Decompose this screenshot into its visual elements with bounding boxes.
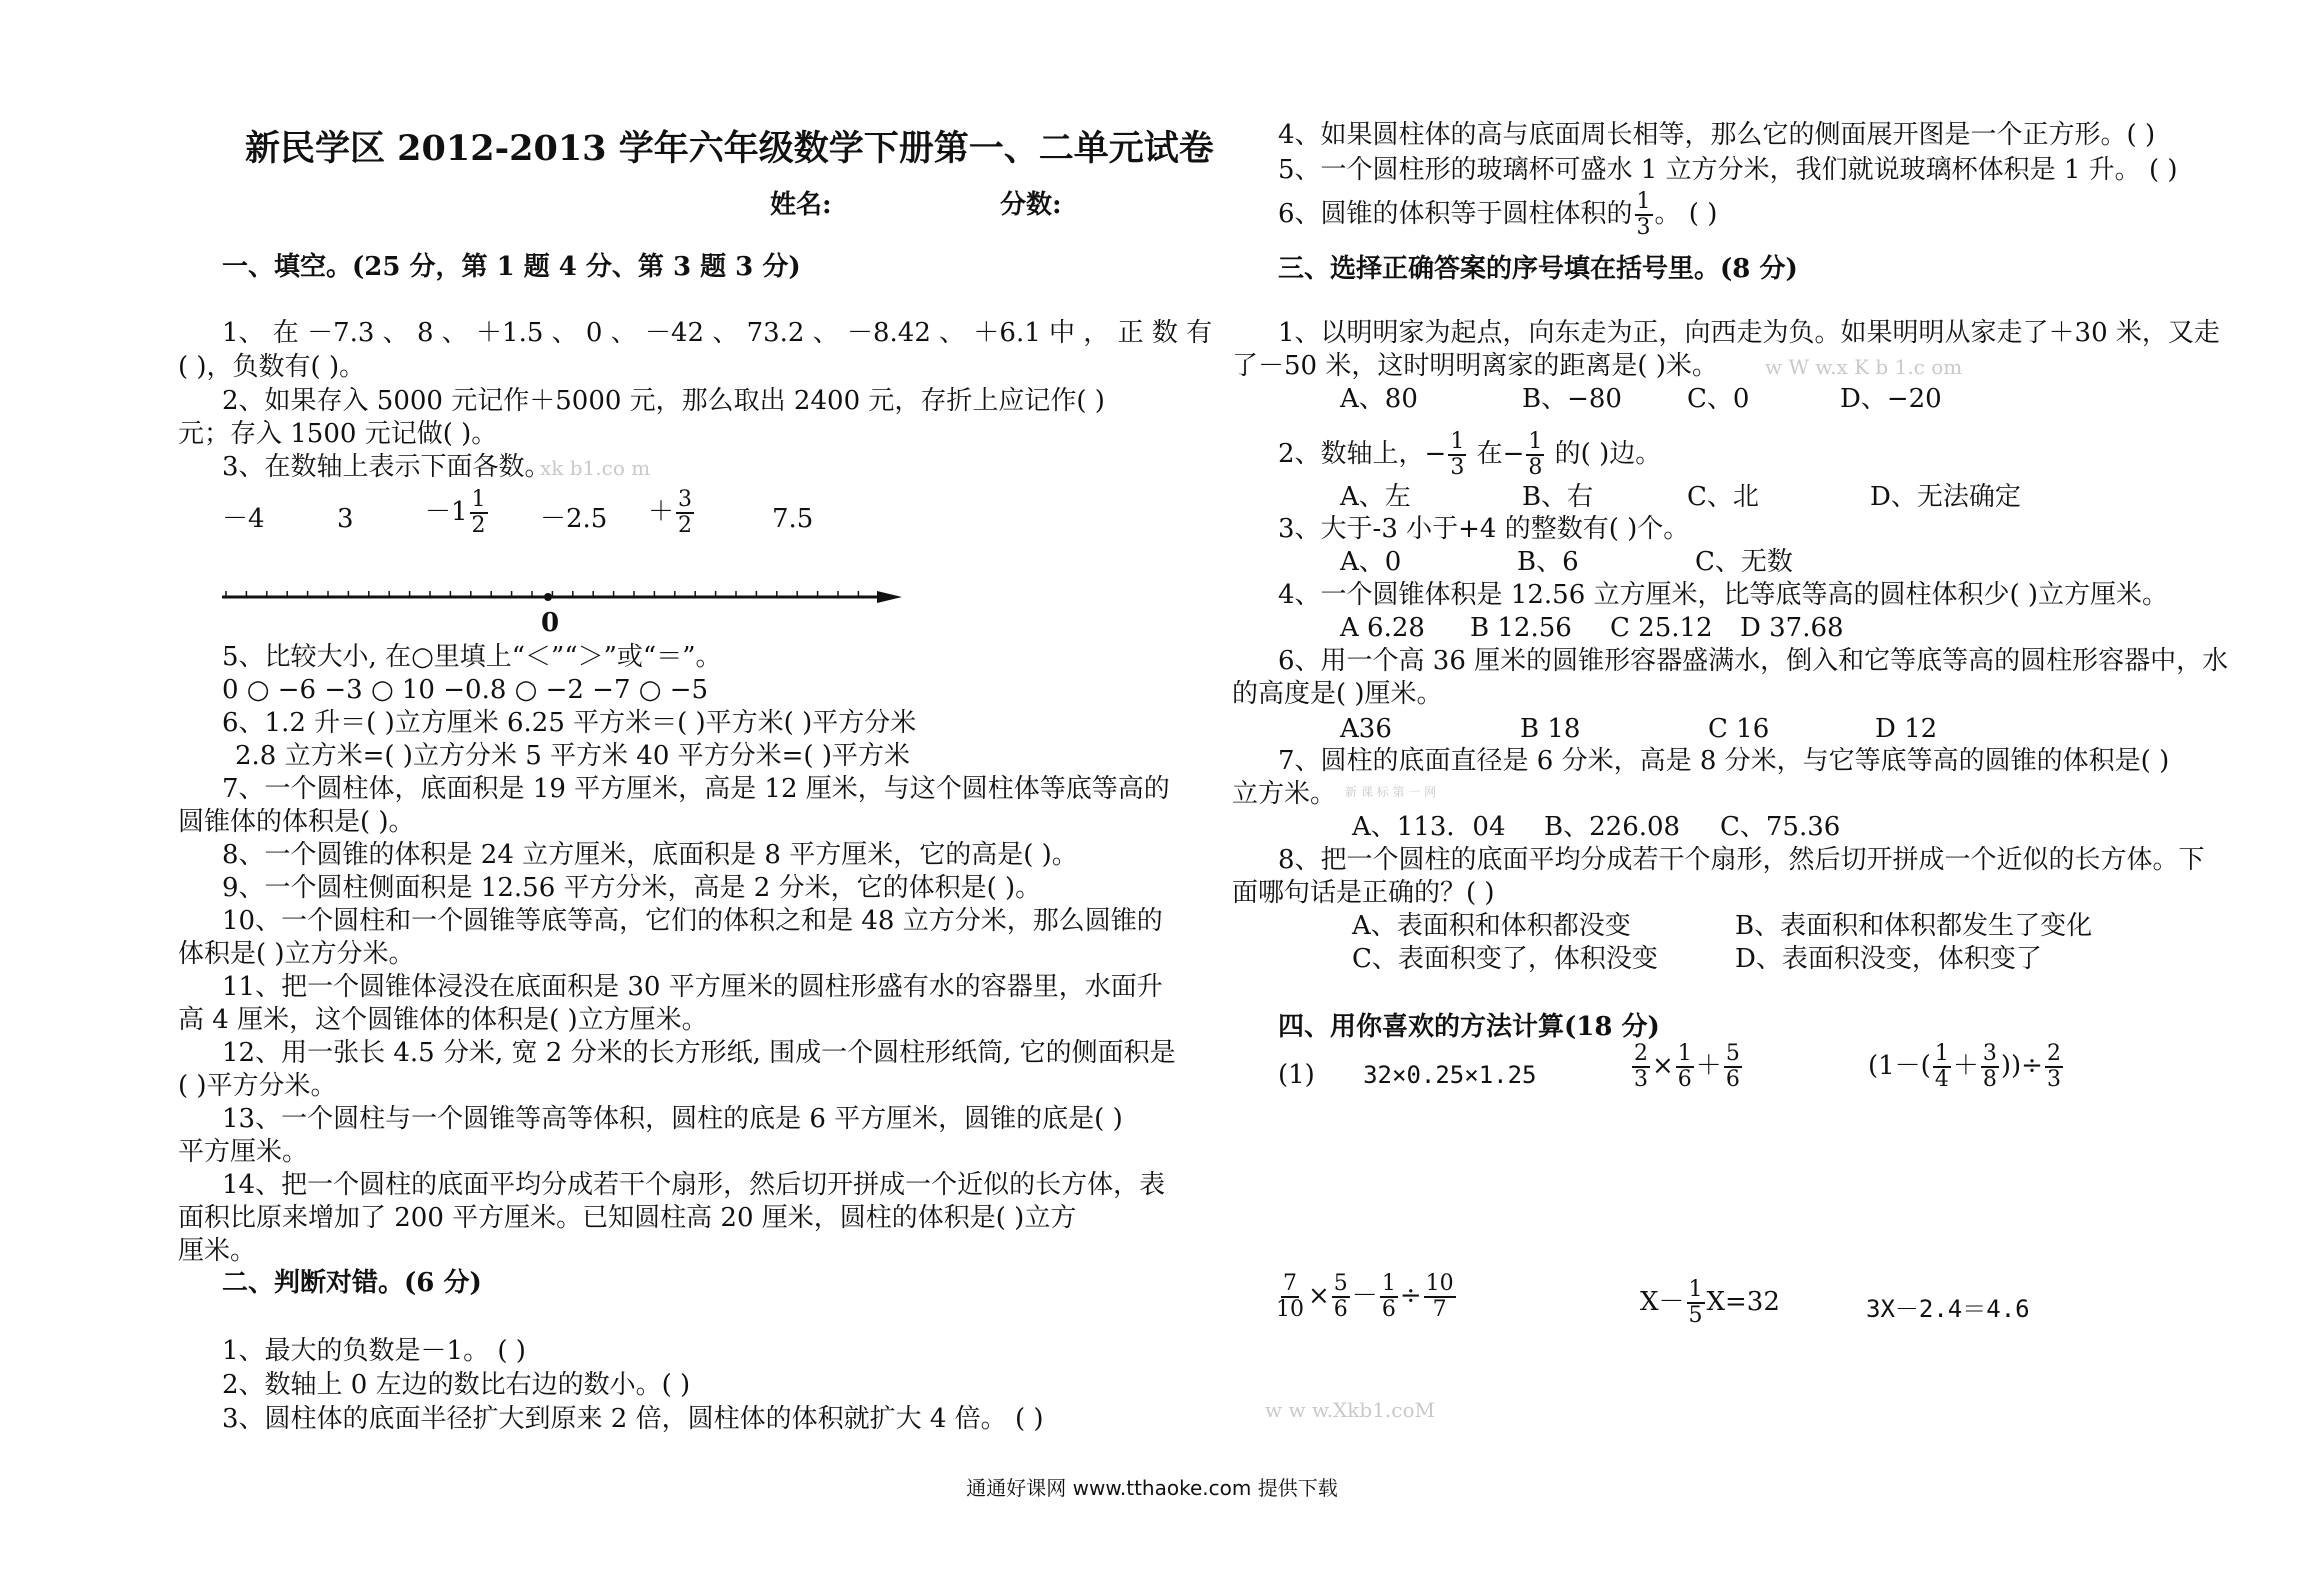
s1-q13-line2: 平方厘米。: [178, 1137, 309, 1167]
fraction: [1981, 1042, 1999, 1092]
fraction-numerator: 5: [1333, 1271, 1348, 1296]
fraction: [1687, 1278, 1705, 1328]
option: A、左: [1340, 482, 1411, 512]
operator: ÷: [1399, 1281, 1422, 1311]
s1-q10-line2: 体积是( )立方分米。: [178, 939, 415, 969]
q3-number-c-whole: －1: [425, 497, 468, 527]
expr-5: [1640, 1278, 1780, 1328]
expr-2: [1630, 1042, 1744, 1092]
q3-number-e: [648, 488, 696, 538]
s1-q12-line1: 12、用一张长 4.5 分米, 宽 2 分米的长方形纸, 围成一个圆柱形纸筒, 它的侧面积是: [222, 1038, 1176, 1068]
s3-q6-line2: 的高度是( )厘米。: [1232, 679, 1443, 709]
s2-q1: 1、最大的负数是－1。 ( ): [222, 1336, 526, 1366]
fraction: [1724, 1042, 1742, 1092]
s2-q6-text: 6、圆锥的体积等于圆柱体积的: [1278, 199, 1633, 229]
s3-q2: [1278, 430, 1661, 480]
s3-q4: 4、一个圆锥体积是 12.56 立方厘米，比等底等高的圆柱体积少( )立方厘米。: [1278, 580, 2169, 610]
s1-q5-line2: 0 ○ −6 −3 ○ 10 −0.8 ○ −2 −7 ○ −5: [222, 675, 709, 705]
option: B、右: [1522, 482, 1594, 512]
s1-q14-line1: 14、把一个圆柱的底面平均分成若干个扇形，然后切开拼成一个近似的长方体，表: [222, 1170, 1166, 1200]
s1-q5-line1: 5、比较大小, 在○里填上“＜”“＞”或“＝”。: [222, 642, 722, 672]
page-footer: 通通好课网 www.tthaoke.com 提供下载: [966, 1476, 1338, 1500]
s1-q11-line2: 高 4 厘米，这个圆锥体的体积是( )立方厘米。: [178, 1005, 708, 1035]
sign: −: [1502, 439, 1525, 469]
s1-q14-line3: 厘米。: [178, 1236, 257, 1266]
fraction: [2045, 1042, 2063, 1092]
fraction-numerator: 5: [1725, 1041, 1740, 1066]
section2-heading: 二、判断对错。(6 分): [222, 1268, 482, 1298]
s3-q2-fraction-a: [1448, 430, 1466, 480]
fraction-denominator: 8: [1982, 1067, 1997, 1092]
s3-q2-text: 在: [1468, 439, 1503, 469]
watermark: w W w.x K b 1.c om: [1765, 355, 1963, 379]
option: D、表面积没变，体积变了: [1735, 944, 2042, 974]
expr-text: (1－(: [1868, 1051, 1931, 1081]
s2-q5: 5、一个圆柱形的玻璃杯可盛水 1 立方分米，我们就说玻璃杯体积是 1 升。 ( ): [1278, 155, 2178, 185]
fraction-denominator: 2: [678, 513, 693, 538]
section3-heading: 三、选择正确答案的序号填在括号里。(8 分): [1278, 254, 1798, 284]
number-line: [222, 590, 902, 604]
fraction-numerator: 10: [1425, 1271, 1454, 1296]
q3-number-c-fraction: [470, 488, 488, 538]
s3-q8-line2: 面哪句话是正确的？( ): [1232, 878, 1495, 908]
s2-q6: [1278, 190, 1717, 240]
s1-q12-line2: ( )平方分米。: [178, 1071, 337, 1101]
s1-q14-line2: 面积比原来增加了 200 平方厘米。已知圆柱高 20 厘米，圆柱的体积是( )立方: [178, 1203, 1077, 1233]
fraction: [1933, 1042, 1951, 1092]
fraction-denominator: 3: [1634, 1067, 1648, 1092]
option: D 12: [1875, 714, 1938, 744]
s3-q7-line2: 立方米。: [1232, 779, 1337, 809]
s1-q13-line1: 13、一个圆柱与一个圆锥等高等体积，圆柱的底是 6 平方厘米，圆锥的底是( ): [222, 1104, 1123, 1134]
expr-4: [1272, 1272, 1458, 1322]
option: B、表面积和体积都发生了变化: [1735, 911, 2093, 941]
s3-q2-fraction-b: [1526, 430, 1544, 480]
fraction-numerator: 1: [1528, 429, 1543, 454]
s3-q8-line1: 8、把一个圆柱的底面平均分成若干个扇形，然后切开拼成一个近似的长方体。下: [1278, 845, 2205, 875]
fraction-denominator: 3: [1636, 215, 1651, 240]
fraction: [1380, 1272, 1398, 1322]
fraction-denominator: 7: [1432, 1297, 1447, 1322]
fraction: [1274, 1272, 1306, 1322]
q3-number-c: [425, 488, 490, 538]
fraction-numerator: 1: [1688, 1277, 1703, 1302]
s1-q6-line2: 2.8 立方米=( )立方分米 5 平方米 40 平方分米=( )平方米: [235, 741, 910, 771]
number-line-zero: 0: [541, 608, 560, 638]
option: C 16: [1708, 714, 1770, 744]
s1-q2-line2: 元；存入 1500 元记做( )。: [178, 419, 498, 449]
fraction-numerator: 1: [1636, 189, 1651, 214]
option: A36: [1340, 714, 1392, 744]
option: A、113．04: [1352, 812, 1506, 842]
option: A、0: [1340, 547, 1402, 577]
option: D、−20: [1840, 384, 1942, 414]
s2-q2: 2、数轴上 0 左边的数比右边的数小。( ): [222, 1370, 691, 1400]
operator: ＋: [1695, 1051, 1722, 1081]
operator: ×: [1308, 1281, 1330, 1311]
option: C 25.12: [1610, 613, 1713, 643]
fraction-denominator: 5: [1688, 1303, 1703, 1328]
s1-q2-line1: 2、如果存入 5000 元记作＋5000 元，那么取出 2400 元，存折上应记作( ): [222, 386, 1105, 416]
q3-number-d: －2.5: [540, 504, 608, 534]
s2-q3: 3、圆柱体的底面半径扩大到原来 2 倍，圆柱体的体积就扩大 4 倍。 ( ): [222, 1404, 1044, 1434]
watermark: xk b1.co m: [540, 456, 651, 480]
s1-q7-line2: 圆锥体的体积是( )。: [178, 807, 415, 837]
fraction-numerator: 1: [1450, 429, 1465, 454]
q3-number-a: －4: [222, 504, 265, 534]
q3-number-f: 7.5: [772, 504, 814, 534]
fraction-denominator: 10: [1276, 1297, 1304, 1322]
q3-number-e-fraction: [676, 488, 694, 538]
s3-q3: 3、大于-3 小于+4 的整数有( )个。: [1278, 514, 1690, 544]
fraction-denominator: 6: [1381, 1297, 1396, 1322]
s2-q4: 4、如果圆柱体的高与底面周长相等，那么它的侧面展开图是一个正方形。( ): [1278, 120, 2156, 150]
fraction-numerator: 1: [1381, 1271, 1396, 1296]
expr-1: [1278, 1058, 1537, 1092]
option: C、无数: [1695, 547, 1793, 577]
fraction-denominator: 6: [1677, 1067, 1692, 1092]
fraction-denominator: 3: [1450, 455, 1465, 480]
option: B、−80: [1522, 384, 1622, 414]
page-title: 新民学区 2012-2013 学年六年级数学下册第一、二单元试卷: [245, 128, 1214, 169]
fraction: [1632, 1042, 1650, 1092]
option: A、80: [1340, 384, 1418, 414]
fraction-numerator: 1: [1677, 1041, 1692, 1066]
s3-q7-line1: 7、圆柱的底面直径是 6 分米，高是 8 分米，与它等底等高的圆锥的体积是( ): [1278, 746, 2170, 776]
s1-q9: 9、一个圆柱侧面积是 12.56 平方分米，高是 2 分米，它的体积是( )。: [222, 873, 1042, 903]
operator: －: [1351, 1281, 1378, 1311]
expr-text: 32×0.25×1.25: [1363, 1061, 1537, 1089]
fraction-denominator: 6: [1333, 1297, 1348, 1322]
operator: ＋: [1952, 1051, 1979, 1081]
fraction-numerator: 3: [1982, 1041, 1997, 1066]
s1-q6-line1: 6、1.2 升＝( )立方厘米 6.25 平方米＝( )平方米( )平方分米: [222, 708, 917, 738]
expr-6: 3X－2.4＝4.6: [1866, 1295, 2030, 1323]
watermark: 新 课 标 第 一 网: [1345, 785, 1437, 799]
option: D 37.68: [1740, 613, 1844, 643]
fraction-numerator: 1: [1934, 1041, 1949, 1066]
fraction-numerator: 2: [1634, 1041, 1648, 1066]
name-label: 姓名:: [770, 190, 832, 220]
expr-3: [1868, 1042, 2065, 1092]
q3-number-e-sign: ＋: [648, 497, 675, 527]
fraction-denominator: 4: [1934, 1067, 1949, 1092]
s3-q2-text: 2、数轴上，: [1278, 439, 1425, 469]
option: C、0: [1687, 384, 1750, 414]
s1-q3: 3、在数轴上表示下面各数。: [222, 452, 551, 482]
option: C、表面积变了，体积没变: [1352, 944, 1658, 974]
s2-q6-fraction: [1635, 190, 1653, 240]
s2-q6-answer: 。 ( ): [1654, 199, 1718, 229]
s3-q1-line1: 1、以明明家为起点，向东走为正，向西走为负。如果明明从家走了＋30 米，又走: [1278, 318, 2220, 348]
s1-q1-line1: 1、 在 －7.3 、 8 、 ＋1.5 、 0 、 －42 、 73.2 、 －8.42 、 ＋6.1 中 ， 正 数 有: [222, 318, 1213, 348]
s3-q1-line2: 了－50 米，这时明明离家的距离是( )米。: [1232, 351, 1718, 381]
option: D、无法确定: [1870, 482, 2021, 512]
expr-text: X=32: [1706, 1287, 1780, 1317]
s3-q6-line1: 6、用一个高 36 厘米的圆锥形容器盛满水，倒入和它等底等高的圆柱形容器中，水: [1278, 646, 2229, 676]
fraction-numerator: 3: [678, 487, 693, 512]
sign: −: [1424, 439, 1447, 469]
option: C、北: [1687, 482, 1759, 512]
s1-q7-line1: 7、一个圆柱体，底面积是 19 平方厘米，高是 12 厘米，与这个圆柱体等底等高的: [222, 774, 1170, 804]
s1-q10-line1: 10、一个圆柱和一个圆锥等底等高，它们的体积之和是 48 立方分米，那么圆锥的: [222, 906, 1163, 936]
operator: ×: [1652, 1051, 1674, 1081]
s1-q1-line2: ( )，负数有( )。: [178, 352, 366, 382]
watermark: w w w.Xkb1.coM: [1265, 1398, 1436, 1422]
fraction: [1676, 1042, 1694, 1092]
fraction-denominator: 6: [1725, 1067, 1740, 1092]
option: B、6: [1517, 547, 1579, 577]
option: A、表面积和体积都没变: [1352, 911, 1631, 941]
s1-q8: 8、一个圆锥的体积是 24 立方厘米，底面积是 8 平方厘米，它的高是( )。: [222, 840, 1078, 870]
s3-q2-text: 的( )边。: [1546, 439, 1662, 469]
fraction-numerator: 2: [2046, 1041, 2061, 1066]
option: B、226.08: [1544, 812, 1681, 842]
option: C、75.36: [1720, 812, 1841, 842]
q3-number-b: 3: [337, 504, 354, 534]
fraction-numerator: 1: [471, 487, 486, 512]
section4-heading: 四、用你喜欢的方法计算(18 分): [1278, 1012, 1660, 1042]
score-label: 分数:: [1000, 190, 1062, 220]
s1-q11-line1: 11、把一个圆锥体浸没在底面积是 30 平方厘米的圆柱形盛有水的容器里，水面升: [222, 972, 1163, 1002]
fraction-denominator: 3: [2046, 1067, 2061, 1092]
option: B 12.56: [1470, 613, 1572, 643]
section1-heading: 一、填空。(25 分，第 1 题 4 分、第 3 题 3 分): [222, 252, 801, 282]
fraction-numerator: 7: [1283, 1271, 1297, 1296]
fraction-denominator: 2: [471, 513, 486, 538]
expr-label: (1): [1278, 1060, 1315, 1090]
fraction-denominator: 8: [1528, 455, 1543, 480]
expr-text: X－: [1640, 1287, 1685, 1317]
option: A 6.28: [1340, 613, 1425, 643]
fraction: [1424, 1272, 1456, 1322]
fraction: [1332, 1272, 1350, 1322]
option: B 18: [1520, 714, 1581, 744]
expr-text: ))÷: [2000, 1051, 2043, 1081]
